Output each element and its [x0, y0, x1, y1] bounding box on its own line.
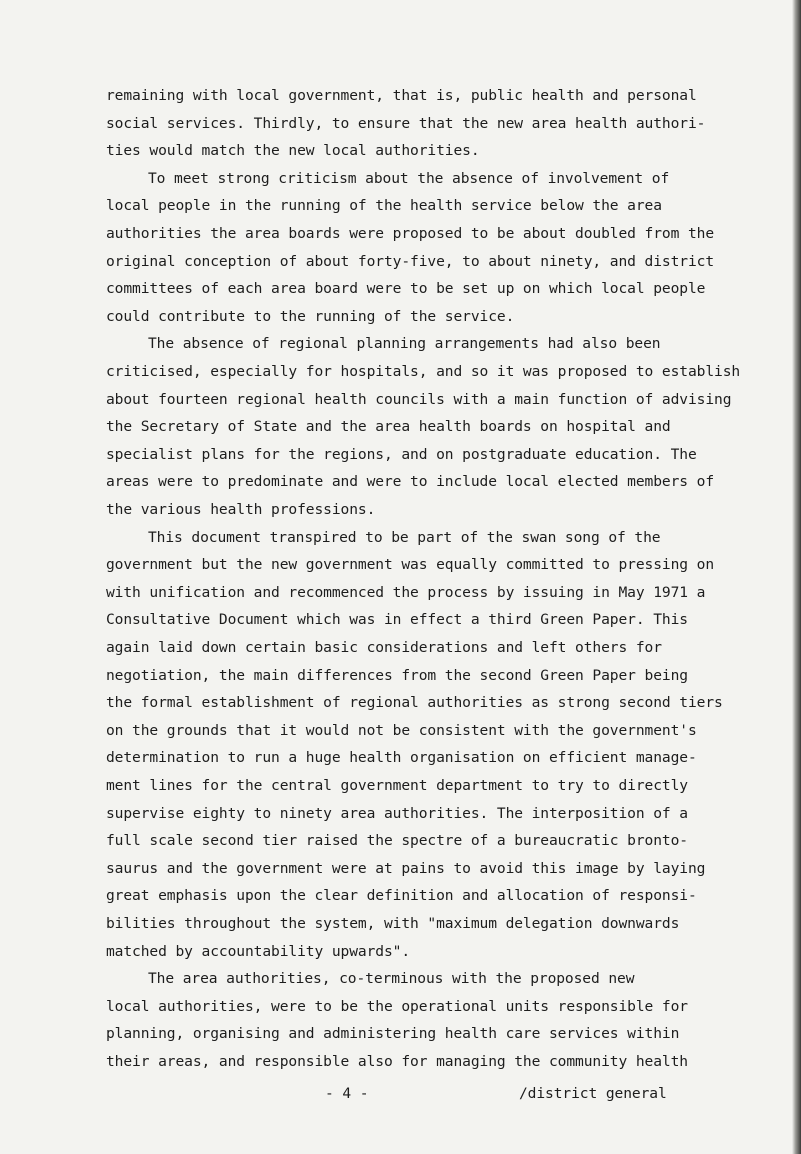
- text-line: planning, organising and administering health care services within: [106, 1025, 680, 1042]
- text-line: the formal establishment of regional authorities as strong second tiers: [106, 694, 723, 711]
- text-line: areas were to predominate and were to include local elected members of: [106, 473, 715, 490]
- text-line: supervise eighty to ninety area authorities. The interposition of a: [106, 805, 688, 822]
- text-line: authorities the area boards were proposed to be about doubled from the: [106, 225, 715, 242]
- text-line: criticised, especially for hospitals, and so it was proposed to establish: [106, 363, 741, 380]
- text-line: local people in the running of the health service below the area: [106, 197, 662, 214]
- text-line: Consultative Document which was in effect a third Green Paper. This: [106, 611, 688, 628]
- paragraph-first-line: The area authorities, co-terminous with the proposed new: [148, 970, 635, 987]
- text-line: their areas, and responsible also for managing the community health: [106, 1053, 688, 1070]
- text-line: negotiation, the main differences from the second Green Paper being: [106, 667, 688, 684]
- text-line: bilities throughout the system, with "maximum delegation downwards: [106, 915, 680, 932]
- text-line: again laid down certain basic considerations and left others for: [106, 639, 662, 656]
- text-line: ties would match the new local authorities.: [106, 142, 480, 159]
- text-line: with unification and recommenced the process by issuing in May 1971 a: [106, 584, 706, 601]
- text-line: saurus and the government were at pains to avoid this image by laying: [106, 860, 706, 877]
- text-line: full scale second tier raised the spectre of a bureaucratic bronto-: [106, 832, 688, 849]
- text-line: original conception of about forty-five, to about ninety, and district: [106, 253, 715, 270]
- text-line: remaining with local government, that is, public health and personal: [106, 87, 697, 104]
- paragraph-first-line: The absence of regional planning arrangements had also been: [148, 335, 661, 352]
- text-line: committees of each area board were to be set up on which local people: [106, 280, 706, 297]
- text-line: matched by accountability upwards".: [106, 943, 411, 960]
- text-line: specialist plans for the regions, and on postgraduate education. The: [106, 446, 697, 463]
- page-edge-shadow: [792, 0, 801, 1154]
- paragraph-first-line: This document transpired to be part of the swan song of the: [148, 529, 661, 546]
- paragraph-first-line: To meet strong criticism about the absence of involvement of: [148, 170, 670, 187]
- text-line: on the grounds that it would not be consistent with the government's: [106, 722, 697, 739]
- catchword: /district general: [519, 1085, 667, 1102]
- text-line: determination to run a huge health organisation on efficient manage-: [106, 749, 697, 766]
- text-line: the Secretary of State and the area health boards on hospital and: [106, 418, 671, 435]
- page-number: - 4 -: [325, 1085, 369, 1102]
- text-line: social services. Thirdly, to ensure that the new area health authori-: [106, 115, 706, 132]
- text-line: the various health professions.: [106, 501, 376, 518]
- text-line: about fourteen regional health councils with a main function of advising: [106, 391, 732, 408]
- text-line: could contribute to the running of the service.: [106, 308, 515, 325]
- text-line: ment lines for the central government department to try to directly: [106, 777, 688, 794]
- text-line: government but the new government was equally committed to pressing on: [106, 556, 715, 573]
- text-line: great emphasis upon the clear definition and allocation of responsi-: [106, 887, 697, 904]
- text-line: local authorities, were to be the operational units responsible for: [106, 998, 688, 1015]
